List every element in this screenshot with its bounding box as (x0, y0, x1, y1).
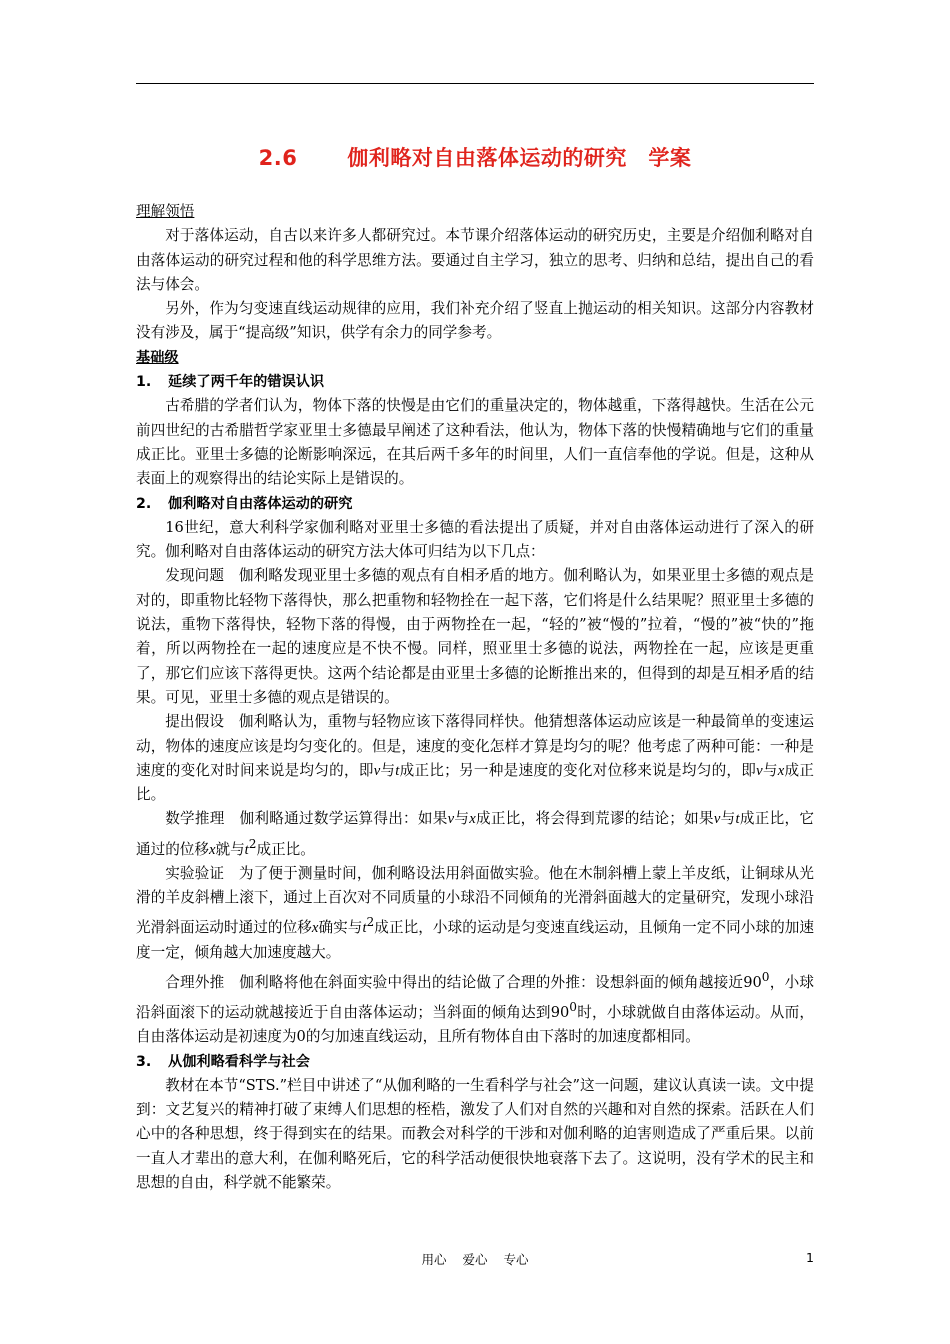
title-number: 2.6 (258, 146, 298, 170)
page-title (136, 142, 814, 172)
level-label: 基础级 (136, 349, 179, 366)
section-heading: 1. 延续了两千年的错误认识 (136, 374, 325, 391)
intro-paragraph: 另外，作为匀变速直线运动规律的应用，我们补充介绍了竖直上抛运动的相关知识。这部分内容教材没有涉及，属于“提高级”知识，供学有余力的同学参考。 (136, 300, 814, 342)
paragraph: 实验验证 为了便于测量时间，伽利略设法用斜面做实验。他在木制斜槽上蒙上羊皮纸，让铜球从光滑的羊皮斜槽上滚下，通过上百次对不同质量的小球沿不同倾角的光滑斜面越大的定量研究，发现小球沿光滑斜面运动时通过的位移x确实与$t^2$成正比，小球的运动是匀变速直线运动，且倾角一定不同小球的加速度一定，倾角越大加速度越大。 (136, 864, 814, 961)
paragraph: 古希腊的学者们认为，物体下落的快慢是由它们的重量决定的，物体越重，下落得越快。生活在公元前四世纪的古希腊哲学家亚里士多德最早阐述了这种看法，他认为，物体下落的快慢精确地与它们的重量成正比。亚里士多德的论断影响深远，在其后两千多年的时间里，人们一直信奉他的学说。但是，这种从表面上的观察得出的结论实际上是错误的。 (136, 397, 814, 488)
paragraph: 数学推理 伽利略通过数学运算得出：如果v与x成正比，将会得到荒谬的结论；如果v与t成正比，它通过的位移x就与$t^2$成正比。 (136, 810, 814, 858)
paragraph: 发现问题 伽利略发现亚里士多德的观点有自相矛盾的地方。伽利略认为，如果亚里士多德的观点是对的，即重物比轻物下落得快，那么把重物和轻物拴在一起下落，它们将是什么结果呢？照亚里士多德的说法，重物下落得快，轻物下落的得慢，由于两物拴在一起，“轻的”被“慢的”拉着，“慢的”被“快的”拖着，所以两物拴在一起的速度应是不快不慢。同样，照亚里士多德的说法，两物拴在一起，应该是更重了，那它们应该下落得更快。这两个结论都是由亚里士多德的论断推出来的，但得到的却是互相矛盾的结果。可见，亚里士多德的观点是错误的。 (136, 567, 814, 706)
intro-paragraph: 对于落体运动，自古以来许多人都研究过。本节课介绍落体运动的研究历史，主要是介绍伽利略对自由落体运动的研究过程和他的科学思维方法。要通过自主学习，独立的思考、归纳和总结，提出自己的看法与体会。 (136, 227, 814, 293)
footer-motto: 用心 爱心 专心 (421, 1252, 529, 1267)
header-rule (136, 83, 814, 84)
document-body (136, 200, 814, 1195)
paragraph: 合理外推 伽利略将他在斜面实验中得出的结论做了合理的外推：设想斜面的倾角越接近$90^0$，小球沿斜面滚下的运动就越接近于自由落体运动；当斜面的倾角达到$90^0$时，小球就做自由落体运动。从而，自由落体运动是初速度为0的匀加速直线运动，且所有物体自由下落时的加速度都相同。 (136, 969, 814, 1046)
paragraph: 教材在本节“STS.”栏目中讲述了“从伽利略的一生看科学与社会”这一问题，建议认真读一读。文中提到：文艺复兴的精神打破了束缚人们思想的桎梏，激发了人们对自然的兴趣和对自然的探索。活跃在人们心中的各种思想，终于得到实在的结果。而教会对科学的干涉和对伽利略的迫害则造成了严重后果。以前一直人才辈出的意大利，在伽利略死后，它的科学活动便很快地衰落下去了。这说明，没有学术的民主和思想的自由，科学就不能繁荣。 (136, 1076, 814, 1192)
paragraph: 提出假设 伽利略认为，重物与轻物应该下落得同样快。他猜想落体运动应该是一种最简单的变速运动，物体的速度应该是均匀变化的。但是，速度的变化怎样才算是均匀的呢？他考虑了两种可能：一种是速度的变化对时间来说是均匀的，即v与t成正比；另一种是速度的变化对位移来说是均匀的，即v与x成正比。 (136, 713, 814, 804)
section-heading: 3. 从伽利略看科学与社会 (136, 1053, 310, 1070)
section-subtitle: 理解领悟 (136, 203, 195, 220)
page-number: 1 (806, 1250, 814, 1265)
paragraph: 16世纪，意大利科学家伽利略对亚里士多德的看法提出了质疑，并对自由落体运动进行了深入的研究。伽利略对自由落体运动的研究方法大体可归结为以下几点： (136, 518, 814, 561)
section-heading: 2. 伽利略对自由落体运动的研究 (136, 495, 353, 512)
title-text: 伽利略对自由落体运动的研究 学案 (347, 146, 692, 170)
